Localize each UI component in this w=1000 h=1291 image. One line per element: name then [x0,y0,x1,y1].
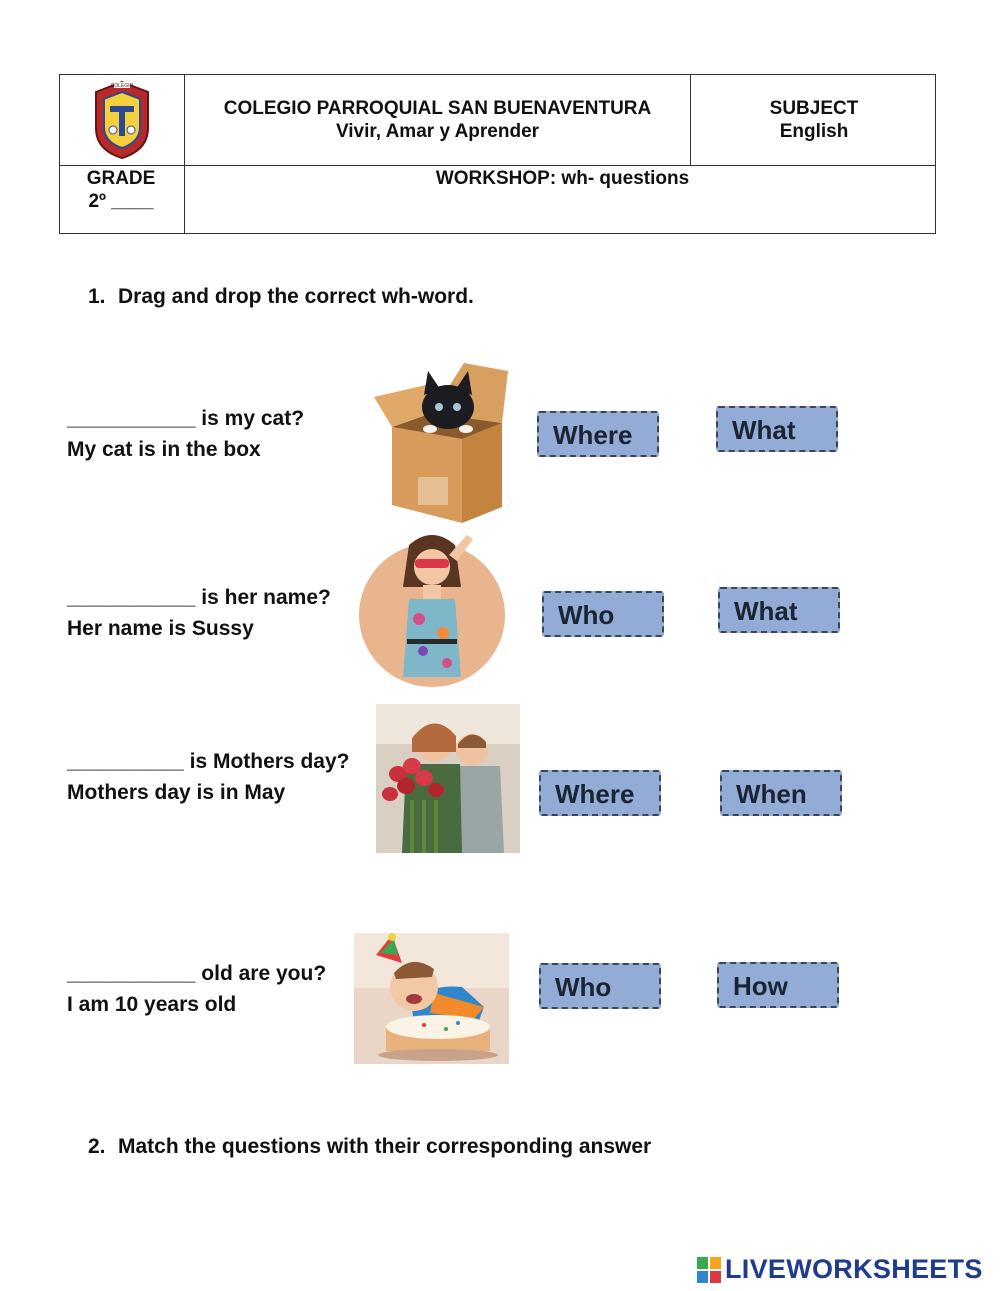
question-3-answer: Mothers day is in May [67,781,286,804]
section-1-title: Drag and drop the correct wh-word. [118,285,474,308]
option-when[interactable]: When [720,770,842,816]
cat-in-box-image [368,357,512,525]
question-4-text: ___________ old are you? [67,962,327,985]
birthday-boy-image [354,933,509,1064]
school-motto: Vivir, Amar y Aprender [335,121,540,142]
subject-value: English [779,121,849,142]
question-1-text: ___________ is my cat? [67,407,305,430]
school-crest-logo [88,78,156,162]
question-2-text: ___________ is her name? [67,586,331,609]
question-1-answer: My cat is in the box [67,438,261,461]
section-1-number: 1. [88,285,106,308]
option-where[interactable]: Where [539,770,661,816]
option-what[interactable]: What [716,406,838,452]
grade-label: GRADE [86,168,156,189]
mothers-day-image [376,704,520,853]
option-what[interactable]: What [718,587,840,633]
option-how[interactable]: How [717,962,839,1008]
option-who[interactable]: Who [542,591,664,637]
section-2-title: Match the questions with their corresponding answer [118,1135,652,1158]
question-3-text: __________ is Mothers day? [67,750,350,773]
section-2-number: 2. [88,1135,106,1158]
liveworksheets-brand: LIVEWORKSHEETS [725,1254,983,1284]
svg-text:COLEGIO: COLEGIO [110,83,134,89]
question-2-answer: Her name is Sussy [67,617,254,640]
question-4-answer: I am 10 years old [67,993,237,1016]
subject-label: SUBJECT [769,98,859,119]
girl-image [357,527,507,687]
option-where[interactable]: Where [537,411,659,457]
liveworksheets-logo-icon [697,1257,721,1283]
workshop-title: WORKSHOP: wh- questions [435,168,690,189]
grade-value: 2º ____ [88,191,154,212]
option-who[interactable]: Who [539,963,661,1009]
school-name: COLEGIO PARROQUIAL SAN BUENAVENTURA [223,98,652,119]
